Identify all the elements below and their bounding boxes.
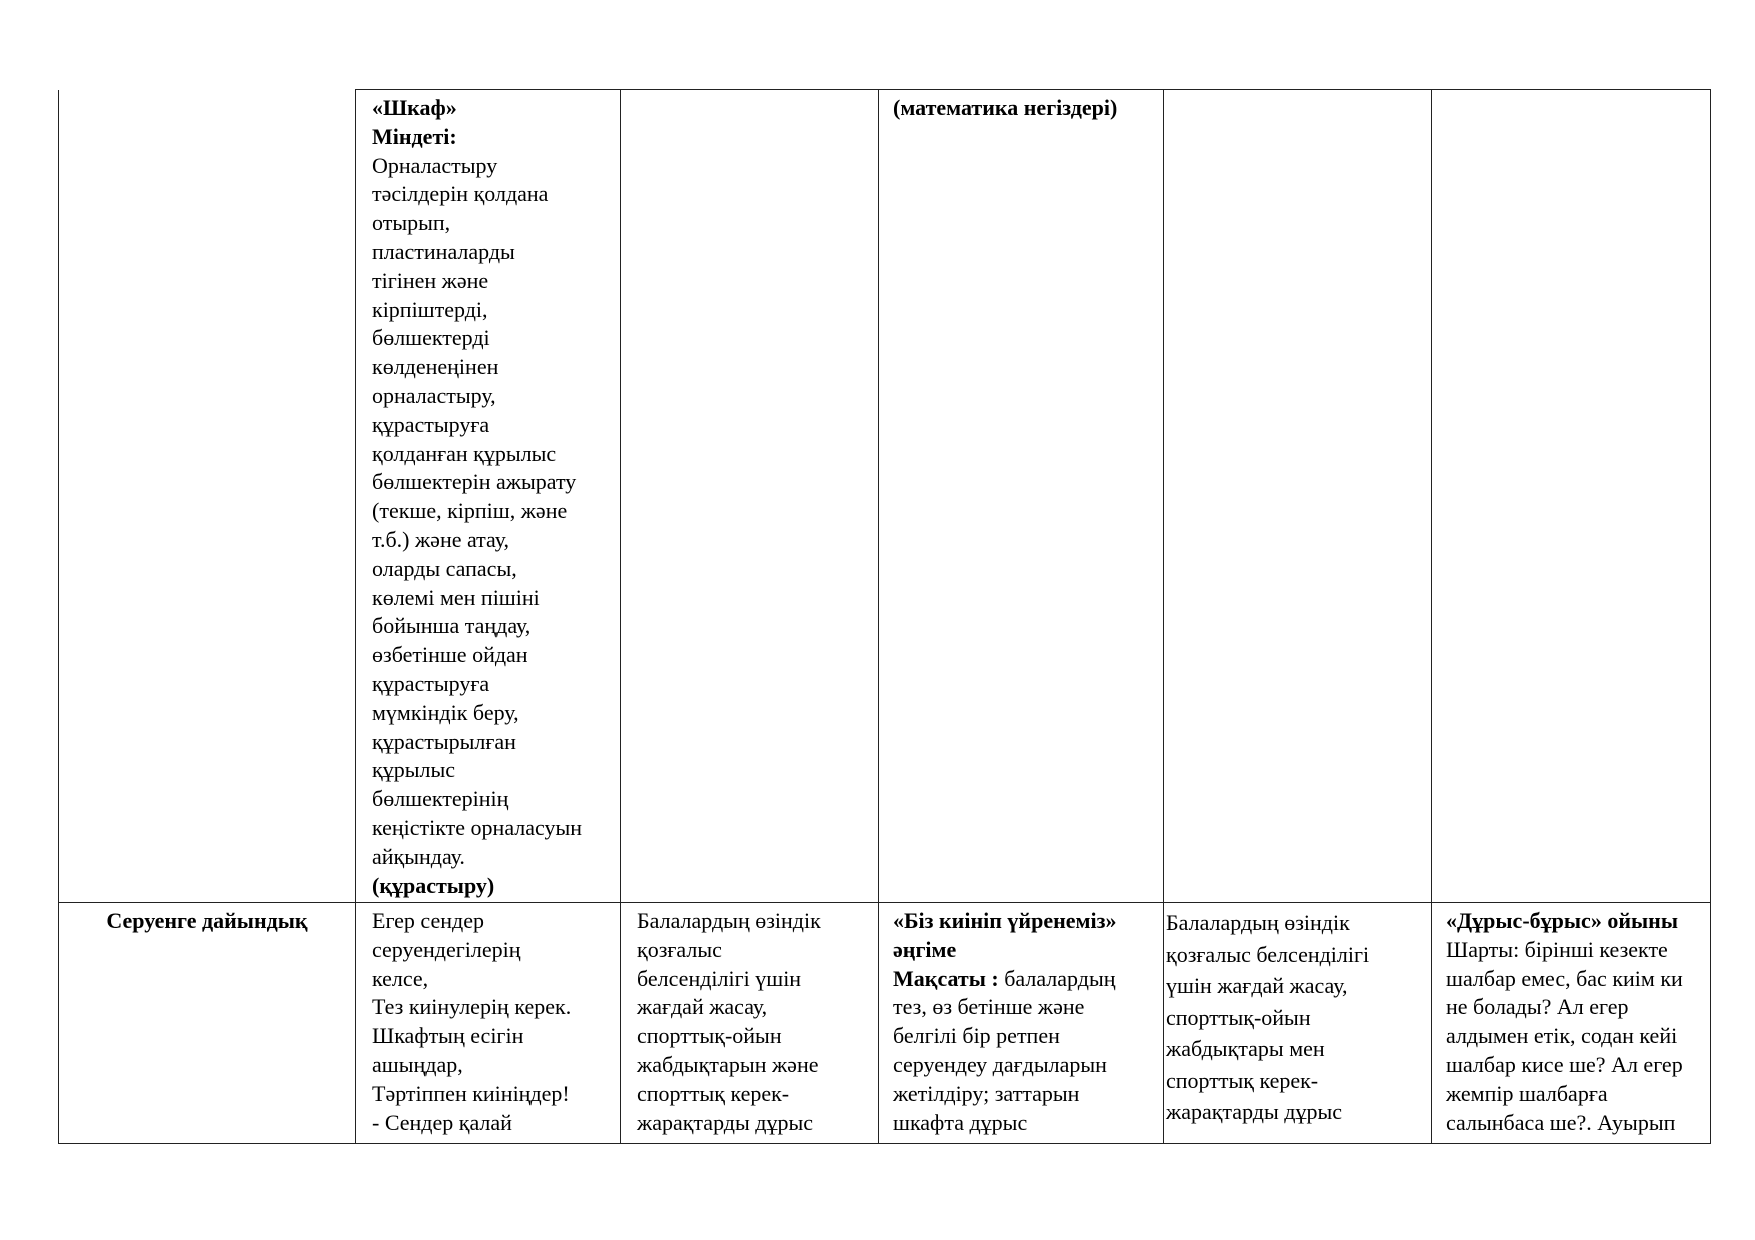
goal-line: серуендеу дағдыларын [893,1051,1107,1077]
walk-prep-cell-4 [1164,903,1432,1144]
task-line: бөлшектерінің [372,786,509,812]
task-line: көлденеңінен [372,354,499,380]
schedule-table [58,89,1711,1144]
row-label-walk-preparation [59,903,356,1144]
activity-title: «Шкаф» [372,95,457,120]
text-line: белсенділігі үшін [637,965,802,991]
text-line: жабдықтары мен [1166,1036,1325,1061]
walk-prep-cell-1 [356,903,621,1144]
task-line: айқындау. [372,843,465,869]
poem-line: келсе, [372,965,429,991]
activity-title: әңгіме [893,936,957,962]
task-line: т.б.) және атау, [372,526,510,552]
task-line: отырып, [372,210,451,236]
goal-line: тез, өз бетінше және [893,994,1085,1020]
text-line: жарақтарды дұрыс [1166,1099,1342,1124]
task-line: бөлшектерді [372,325,490,351]
task-line: бойынша таңдау, [372,613,531,639]
text-line: спорттық-ойын [637,1023,782,1049]
text-line: спорттық-ойын [1166,1004,1311,1030]
task-line: (текше, кірпіш, және [372,498,568,524]
text-line: жағдай жасау, [637,994,768,1020]
text-line: қозғалыс белсенділігі [1166,941,1370,967]
game-line: салынбаса ше?. Ауырып [1446,1109,1676,1135]
goal-label: Мақсаты : [893,965,999,991]
poem-line: Егер сендер [372,908,484,933]
text-line: Балалардың өзіндік [1166,910,1350,935]
row-label-cell-empty [59,90,356,903]
table-row [59,90,1711,903]
text-line: спорттық керек- [1166,1067,1319,1093]
activity-subject: (құрастыру) [372,872,495,898]
text-line: жабдықтарын және [637,1051,819,1077]
poem-line: Тәртіппен киініңдер! [372,1080,570,1106]
task-line: құрастырылған [372,728,516,754]
poem-line: - Сендер қалай [372,1109,512,1135]
task-line: тігінен және [372,267,489,293]
poem-line: ашыңдар, [372,1051,463,1077]
task-line: көлемі мен пішіні [372,584,540,610]
poem-line: серуендегілерің [372,936,521,962]
game-line: алдымен етік, содан кейі [1446,1023,1678,1049]
goal-line: шкафта дұрыс [893,1109,1028,1135]
task-line: құрастыруға [372,411,490,437]
game-title: «Дұрыс-бұрыс» ойыны [1446,908,1679,933]
row-label: Серуенге дайындық [106,908,308,933]
goal-line: белгілі бір ретпен [893,1023,1060,1049]
empty-cell [621,90,879,903]
game-line: Шарты: бірінші кезекте [1446,936,1668,962]
text-line: үшін жағдай жасау, [1166,973,1348,998]
game-line: шалбар кисе ше? Ал егер [1446,1051,1683,1077]
task-line: оларды сапасы, [372,555,517,581]
empty-cell [1164,90,1432,903]
game-line: не болады? Ал егер [1446,994,1629,1020]
empty-cell [1432,90,1711,903]
construction-activity-cell [356,90,621,903]
activity-title: «Біз киініп үйренеміз» [893,908,1117,933]
text-line: Балалардың өзіндік [637,908,821,933]
task-line: кеңістікте орналасуын [372,814,583,840]
walk-prep-cell-5 [1432,903,1711,1144]
activity-subject: (математика негіздері) [893,95,1118,120]
task-line: мүмкіндік беру, [372,699,519,725]
walk-prep-cell-3 [879,903,1164,1144]
task-line: құрылыс [372,757,455,783]
table-row [59,903,1711,1144]
task-line: бөлшектерін ажырату [372,469,577,495]
task-line: орналастыру, [372,382,496,408]
text-line: қозғалыс [637,936,722,962]
game-line: шалбар емес, бас киім ки [1446,965,1683,991]
walk-prep-cell-2 [621,903,879,1144]
math-activity-cell [879,90,1164,903]
task-line: тәсілдерін қолдана [372,181,549,207]
task-line: қолданған құрылыс [372,440,557,466]
task-line: құрастыруға [372,670,490,696]
poem-line: Тез киінулерің керек. [372,994,572,1020]
text-line: жарақтарды дұрыс [637,1109,813,1135]
game-line: жемпір шалбарға [1446,1080,1608,1106]
goal-line: жетілдіру; заттарын [893,1080,1080,1106]
poem-line: Шкафтың есігін [372,1023,524,1049]
text-line: спорттық керек- [637,1080,790,1106]
task-line: кірпіштерді, [372,296,488,322]
task-line: Орналастыру [372,152,498,178]
goal-text: балалардың [998,965,1116,991]
task-label: Міндеті: [372,123,457,149]
task-line: өзбетінше ойдан [372,642,528,668]
task-line: пластиналарды [372,238,515,264]
goal-line [893,965,1159,994]
